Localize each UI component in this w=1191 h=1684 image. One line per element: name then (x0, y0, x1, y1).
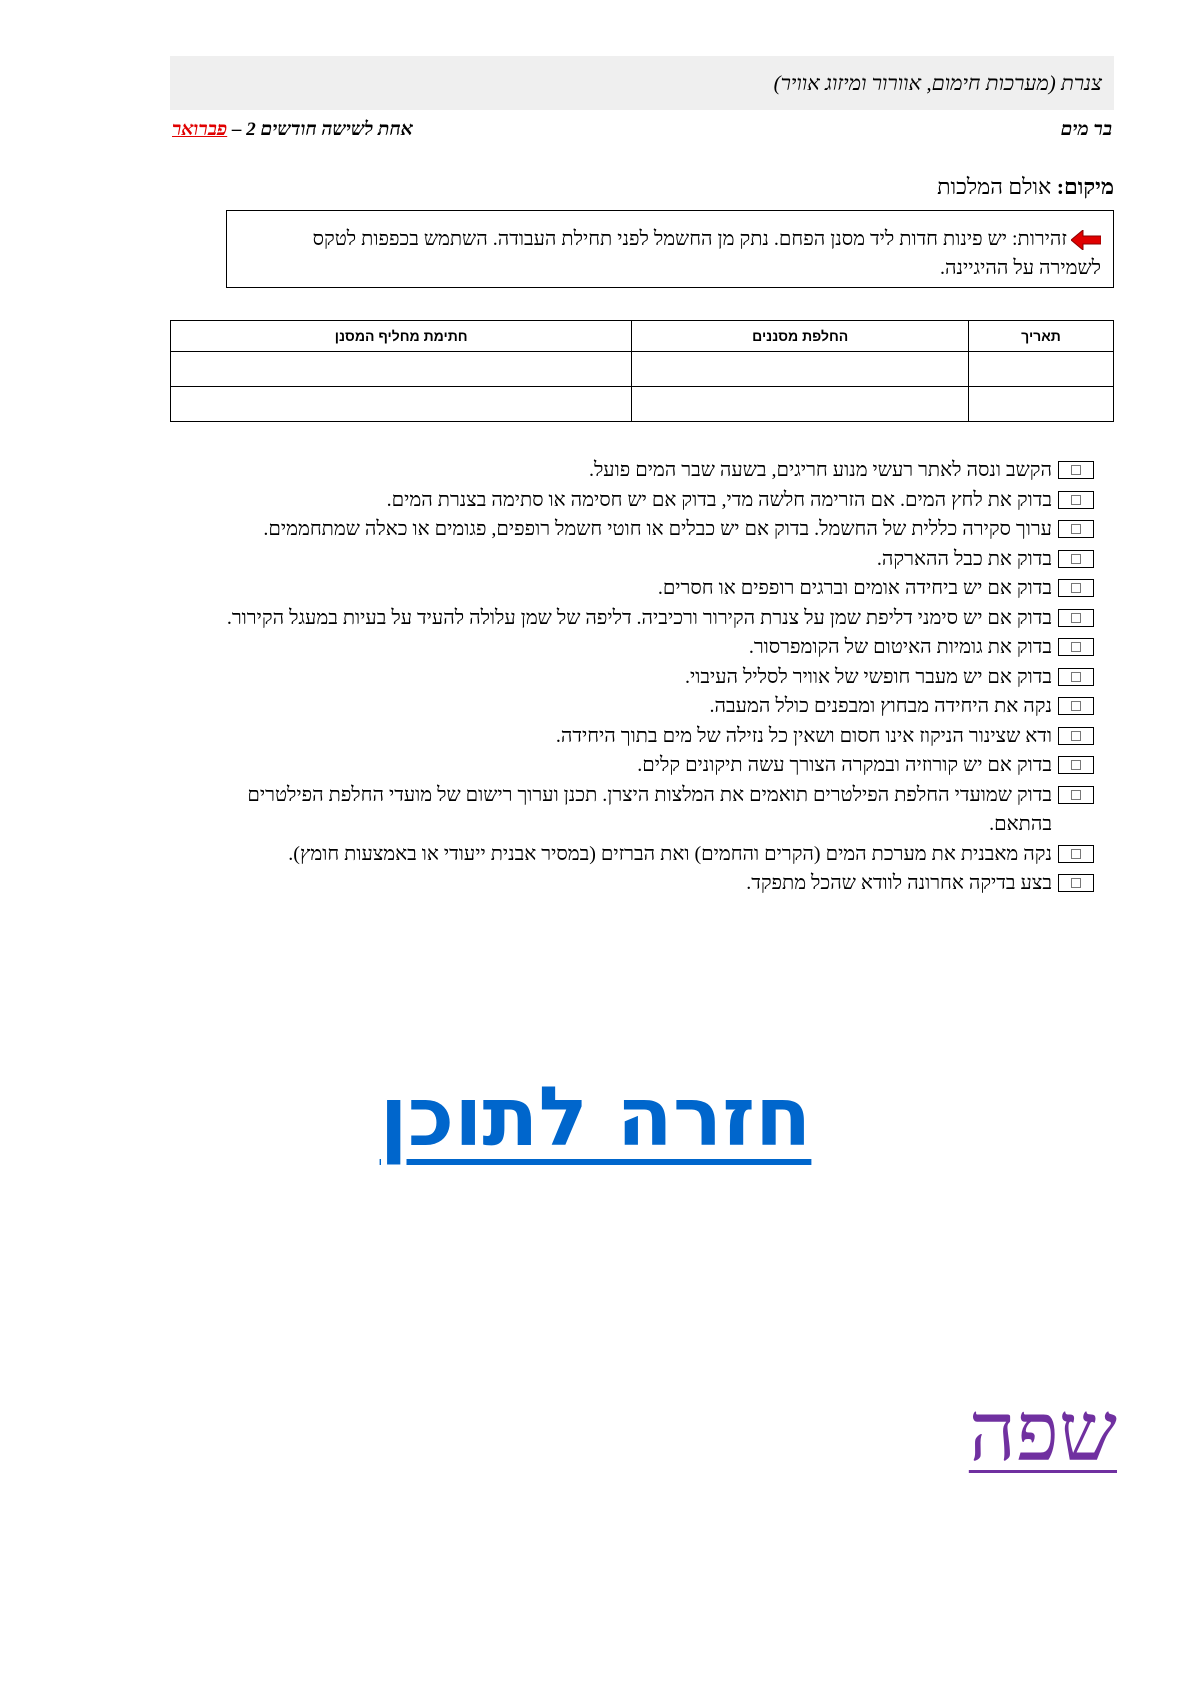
checklist-text: בצע בדיקה אחרונה לוודא שהכל מתפקד. (746, 872, 1052, 894)
checklist-text: הקשב ונסה לאתר רעשי מנוע חריגים, בשעה שבר המים פועל. (588, 459, 1052, 481)
checklist-item (184, 545, 1094, 575)
checklist-item (184, 456, 1094, 486)
section-title: צנרת (מערכות חימום, אוורור ומיזוג אוויר) (773, 70, 1102, 95)
table-cell[interactable] (171, 352, 632, 387)
checklist-item (184, 781, 1094, 840)
checklist-item (184, 604, 1094, 634)
location-value: אולם המלכות (937, 174, 1052, 199)
checkbox[interactable] (1058, 520, 1094, 538)
maintenance-checklist (184, 456, 1114, 899)
checklist-text: נקה את היחידה מבחוץ ומבפנים כולל המעבה. (709, 695, 1052, 717)
document-page (170, 56, 1114, 899)
checklist-text: בדוק את גומיות האיטום של הקומפרסור. (748, 636, 1052, 658)
checklist-item (184, 486, 1094, 516)
checklist-text: בדוק אם יש ביחידה אומים וברגים רופפים או חסרים. (657, 577, 1052, 599)
table-cell[interactable] (632, 387, 969, 422)
checklist-text: ערוך סקירה כללית של החשמל. בדוק אם יש כבלים או חוטי חשמל רופפים, פגומים או כאלה שמתחממים. (263, 518, 1052, 540)
table-cell[interactable] (171, 387, 632, 422)
checkbox[interactable] (1058, 874, 1094, 892)
warning-text: זהירות: יש פינות חדות ליד מסנן הפחם. נתק מן החשמל לפני תחילת העבודה. השתמש בכפפות לטקס לשמירה על ההיגיינה. (312, 228, 1101, 279)
language-link[interactable]: שפה (968, 1387, 1117, 1478)
checklist-item (184, 751, 1094, 781)
checklist-item (184, 722, 1094, 752)
frequency-text: אחת לשישה חודשים 2 – (227, 119, 413, 140)
table-cell[interactable] (632, 352, 969, 387)
checkbox[interactable] (1058, 786, 1094, 804)
checklist-text: בדוק אם יש מעבר חופשי של אוויר לסליל העיבוי. (684, 665, 1052, 688)
checklist-text: בדוק שמועדי החלפת הפילטרים תואמים את המלצות היצרן. תכנן וערוך רישום של מועדי החלפת הפילטרים בהתאם. (247, 783, 1052, 835)
header-date: תאריך (969, 321, 1114, 352)
header-signature: חתימת מחליף המסנן (171, 321, 632, 352)
checkbox[interactable] (1058, 697, 1094, 715)
checkbox[interactable] (1058, 638, 1094, 656)
warning-box (226, 210, 1114, 288)
checklist-text: נקה מאבנית את מערכת המים (הקרים והחמים) ואת הברזים (במסיר אבנית ייעודי או באמצעות חומץ). (288, 842, 1052, 865)
checklist-item (184, 869, 1094, 899)
left-arrow-icon (1071, 230, 1101, 250)
checkbox[interactable] (1058, 491, 1094, 509)
checklist-text: בדוק את כבל ההארקה. (876, 547, 1052, 570)
checklist-item (184, 663, 1094, 693)
location-label: מיקום: (1056, 174, 1114, 199)
table-cell[interactable] (969, 352, 1114, 387)
subheader (170, 116, 1114, 144)
table-row (171, 352, 1114, 387)
checkbox[interactable] (1058, 609, 1094, 627)
checklist-item (184, 574, 1094, 604)
location-line (170, 174, 1114, 204)
checklist-text: בדוק אם יש קורוזיה ובמקרה הצורך עשה תיקונים קלים. (637, 754, 1052, 776)
checkbox[interactable] (1058, 579, 1094, 597)
header-bar (170, 56, 1114, 110)
table-cell[interactable] (969, 387, 1114, 422)
item-name: בר מים (1060, 119, 1112, 140)
checklist-item (184, 633, 1094, 663)
checklist-item (184, 692, 1094, 722)
table-header-row (171, 321, 1114, 352)
filter-log-table (170, 320, 1114, 422)
checklist-item (184, 515, 1094, 545)
checklist-text: בדוק אם יש סימני דליפת שמן על צנרת הקירור ורכיביה. דליפה של שמן עלולה להעיד על בעיות במעגל הקירור. (226, 606, 1052, 629)
checkbox[interactable] (1058, 668, 1094, 686)
frequency (172, 119, 413, 141)
checkbox[interactable] (1058, 845, 1094, 863)
checklist-text: ודא שצינור הניקוז אינו חסום ושאין כל נזילה של מים בתוך היחידה. (555, 724, 1052, 747)
checkbox[interactable] (1058, 550, 1094, 568)
back-to-contents-link[interactable]: חזרה לתוכן (379, 1070, 812, 1165)
checkbox[interactable] (1058, 756, 1094, 774)
checkbox[interactable] (1058, 727, 1094, 745)
checklist-text: בדוק את לחץ המים. אם הזרימה חלשה מדי, בדוק אם יש חסימה או סתימה בצנרת המים. (386, 488, 1052, 511)
checklist-item (184, 840, 1094, 870)
header-filter-replacement: החלפת מסננים (632, 321, 969, 352)
month-label: פברואר (172, 119, 228, 140)
checkbox[interactable] (1058, 461, 1094, 479)
table-row (171, 387, 1114, 422)
